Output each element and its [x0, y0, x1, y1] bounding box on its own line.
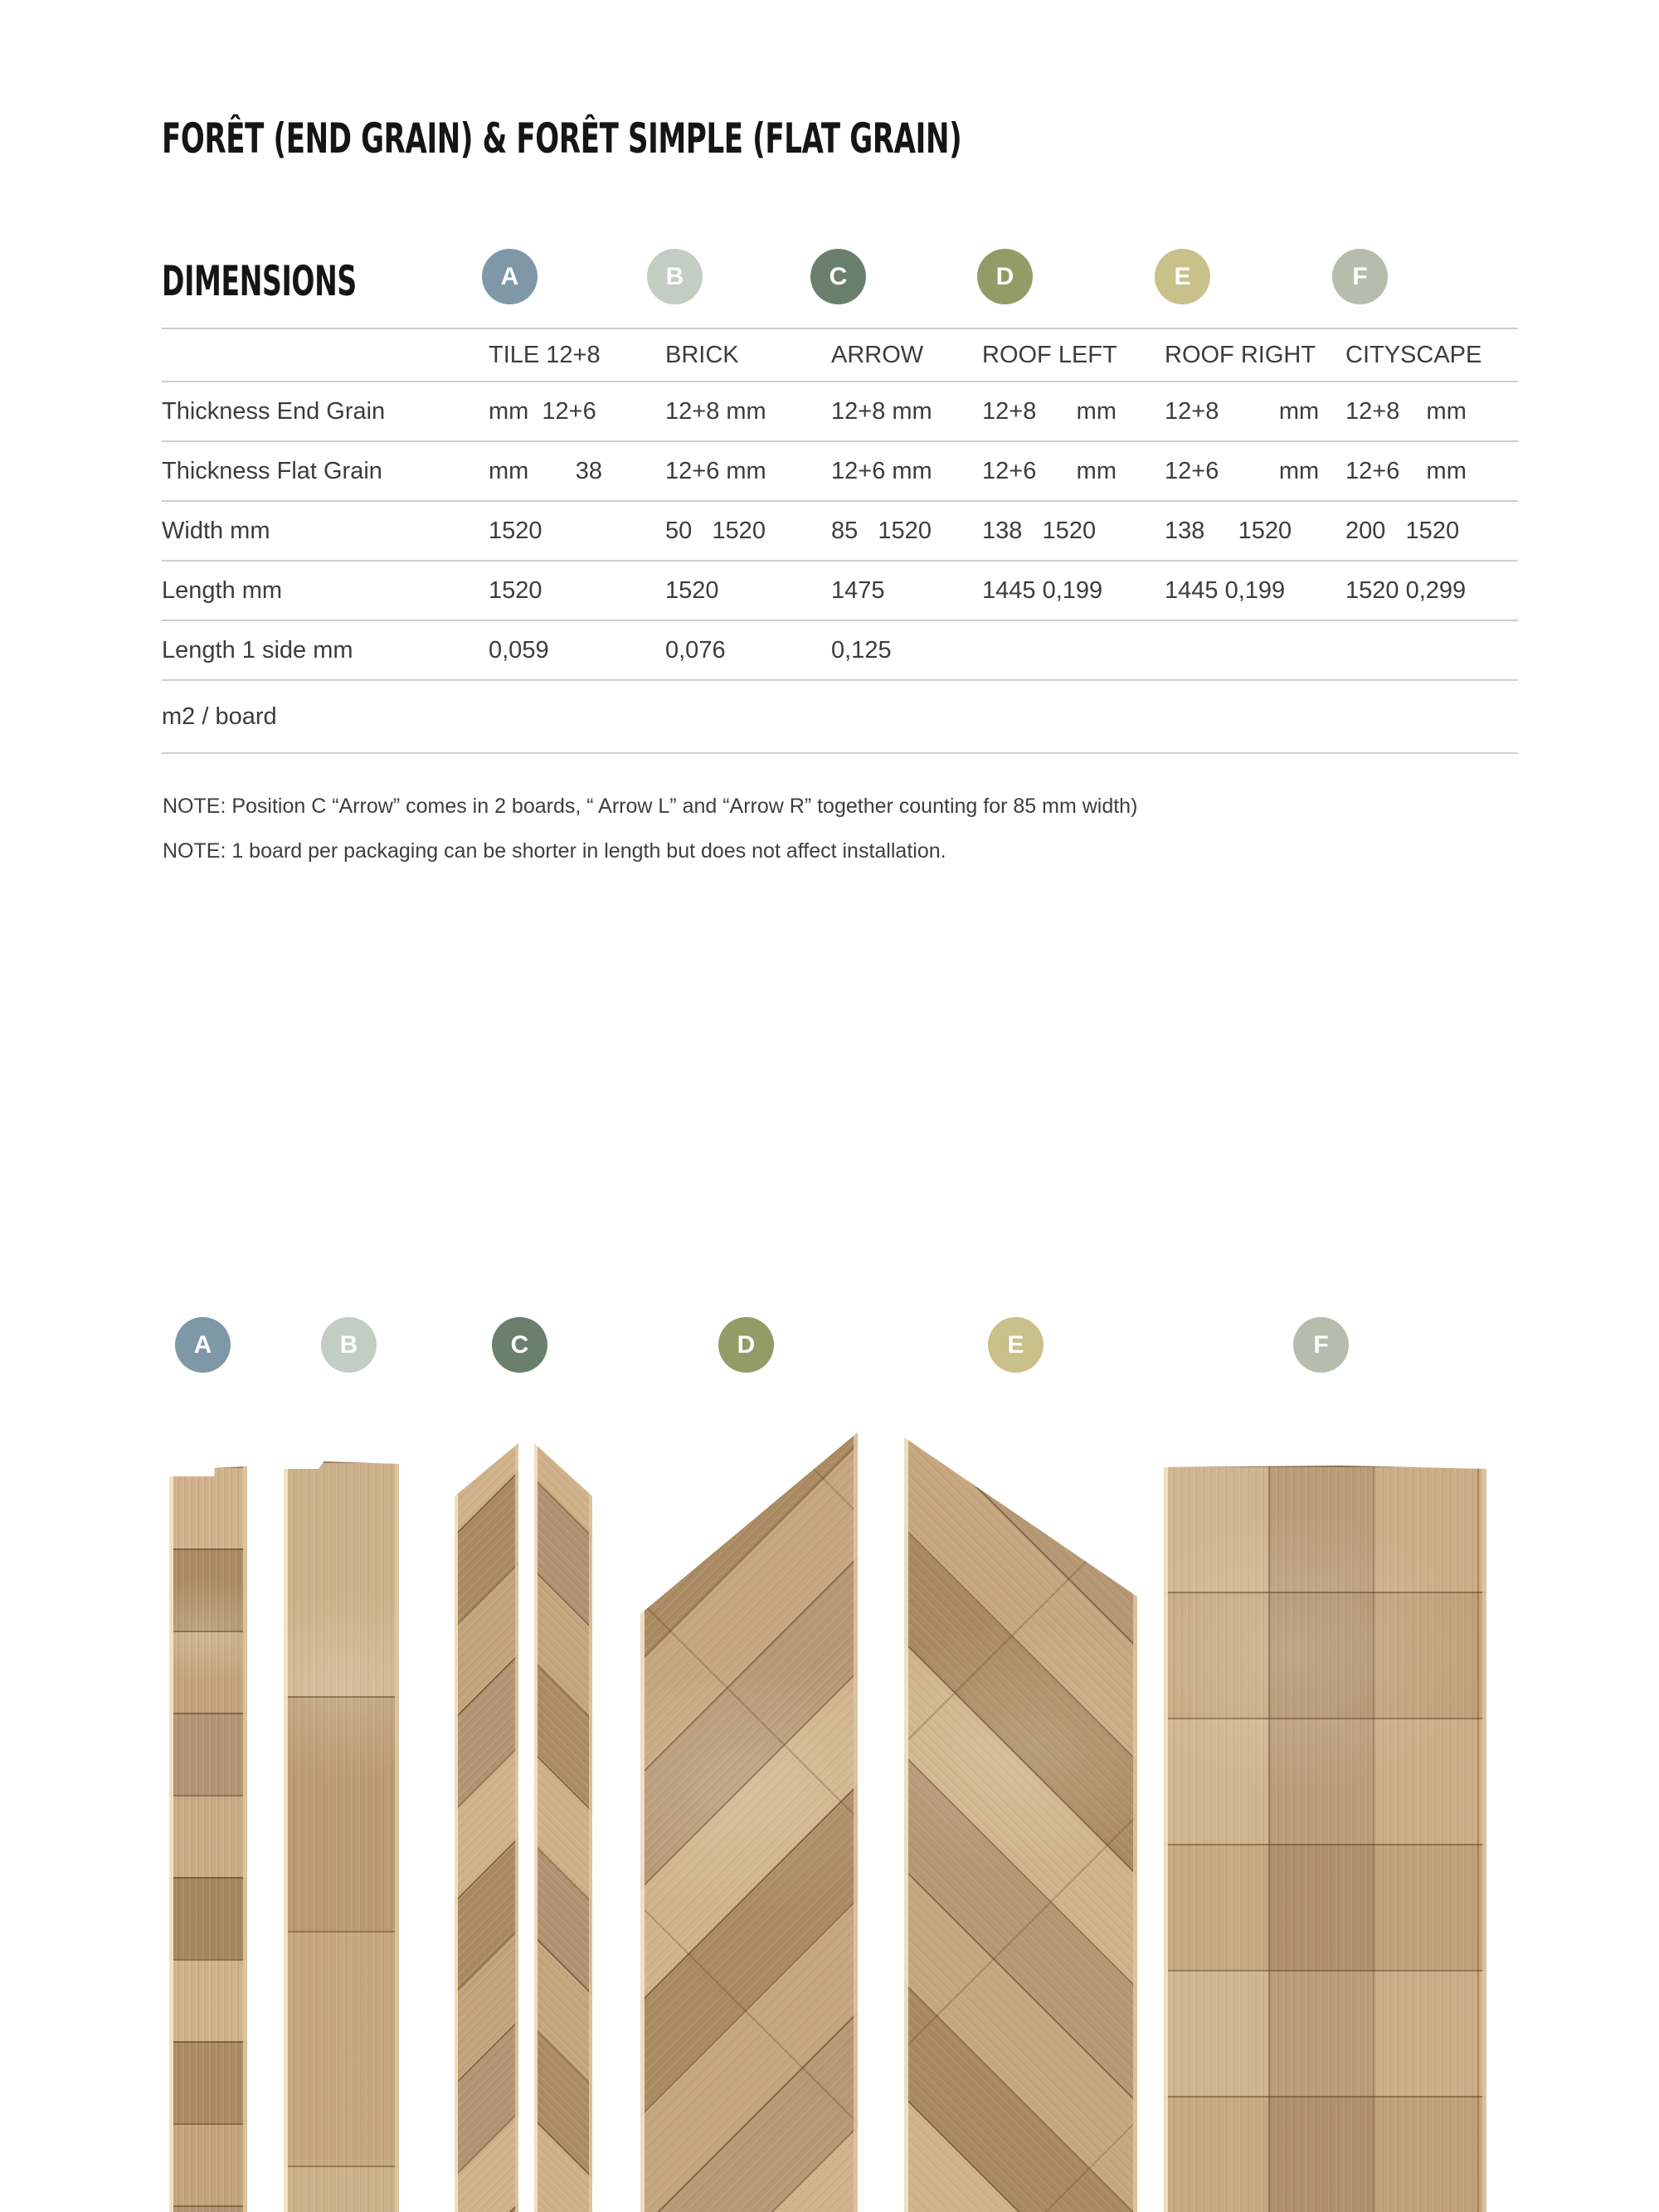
row-label: m2 / board	[162, 702, 277, 730]
table-header-row	[162, 328, 1518, 381]
table-cell: 138 1520	[982, 517, 1097, 544]
pattern-image-arrow-left	[455, 1443, 518, 2212]
table-cell: mm 38	[489, 457, 602, 484]
dimensions-heading: DIMENSIONS	[162, 257, 357, 305]
table-cell: 1445 0,199	[1165, 576, 1286, 604]
column-badge-d: D	[977, 249, 1033, 304]
table-cell: 1520	[489, 576, 542, 604]
gallery-badge-b: B	[321, 1317, 377, 1373]
row-label: Thickness Flat Grain	[162, 457, 382, 484]
pattern-image-brick	[284, 1461, 399, 2212]
table-cell: 0,059	[489, 636, 549, 664]
column-badge-c: C	[810, 249, 866, 304]
column-header: TILE 12+8	[489, 341, 601, 368]
column-header: ROOF RIGHT	[1165, 341, 1316, 368]
table-cell: 12+6 mm	[1165, 457, 1320, 484]
column-badge-e: E	[1155, 249, 1210, 304]
table-cell: 12+6 mm	[831, 457, 932, 484]
table-row	[162, 679, 1518, 752]
column-header: CITYSCAPE	[1345, 341, 1482, 368]
row-label: Thickness End Grain	[162, 397, 386, 425]
page-title: FORÊT (END GRAIN) & FORÊT SIMPLE (FLAT GRAIN)	[162, 114, 962, 163]
table-cell: 12+8 mm	[831, 397, 932, 425]
table-cell: 85 1520	[831, 517, 932, 544]
table-cell: 1475	[831, 576, 885, 604]
pattern-image-arrow-right	[534, 1443, 592, 2212]
pattern-image-roof-left	[640, 1432, 858, 2212]
table-cell: 12+6 mm	[665, 457, 766, 484]
column-header: ARROW	[831, 341, 924, 368]
table-cell: 0,125	[831, 636, 892, 664]
table-cell: 12+8 mm	[1345, 397, 1467, 425]
table-cell: 0,076	[665, 636, 726, 664]
table-cell: 1520	[489, 517, 542, 544]
table-cell: 1445 0,199	[982, 576, 1103, 604]
table-row	[162, 500, 1518, 560]
table-cell: 200 1520	[1345, 517, 1460, 544]
row-label: Width mm	[162, 517, 270, 544]
table-cell: 1520	[665, 576, 719, 604]
table-row	[162, 560, 1518, 620]
table-row	[162, 381, 1518, 440]
pattern-image-cityscape	[1164, 1466, 1486, 2212]
column-badge-b: B	[647, 249, 703, 304]
table-cell: 12+8 mm	[1165, 397, 1320, 425]
table-cell: 138 1520	[1165, 517, 1292, 544]
table-cell: mm 12+6	[489, 397, 596, 425]
table-cell: 1520 0,299	[1345, 576, 1467, 604]
table-cell: 12+6 mm	[1345, 457, 1467, 484]
note-arrow-boards: NOTE: Position C “Arrow” comes in 2 boards, “ Arrow L” and “Arrow R” together counting for 85 mm width)	[163, 795, 1138, 818]
note-packaging: NOTE: 1 board per packaging can be shorter in length but does not affect installation.	[163, 839, 946, 863]
column-header: BRICK	[665, 341, 739, 368]
column-badge-f: F	[1332, 249, 1388, 304]
table-cell: 12+6 mm	[982, 457, 1117, 484]
gallery-badge-d: D	[718, 1317, 774, 1373]
table-cell: 12+8 mm	[665, 397, 766, 425]
row-label: Length mm	[162, 576, 283, 604]
table-row	[162, 440, 1518, 500]
gallery-badge-e: E	[988, 1317, 1044, 1373]
table-cell: 12+8 mm	[982, 397, 1117, 425]
table-row	[162, 620, 1518, 679]
gallery-badge-a: A	[175, 1317, 231, 1373]
pattern-image-roof-right	[904, 1437, 1137, 2212]
gallery-badge-f: F	[1293, 1317, 1349, 1373]
gallery-badge-c: C	[492, 1317, 547, 1373]
column-badge-a: A	[482, 249, 538, 304]
dimensions-table	[162, 328, 1518, 754]
table-cell: 50 1520	[665, 517, 766, 544]
column-header: ROOF LEFT	[982, 341, 1117, 368]
row-label: Length 1 side mm	[162, 636, 353, 664]
pattern-image-tile	[169, 1466, 247, 2212]
